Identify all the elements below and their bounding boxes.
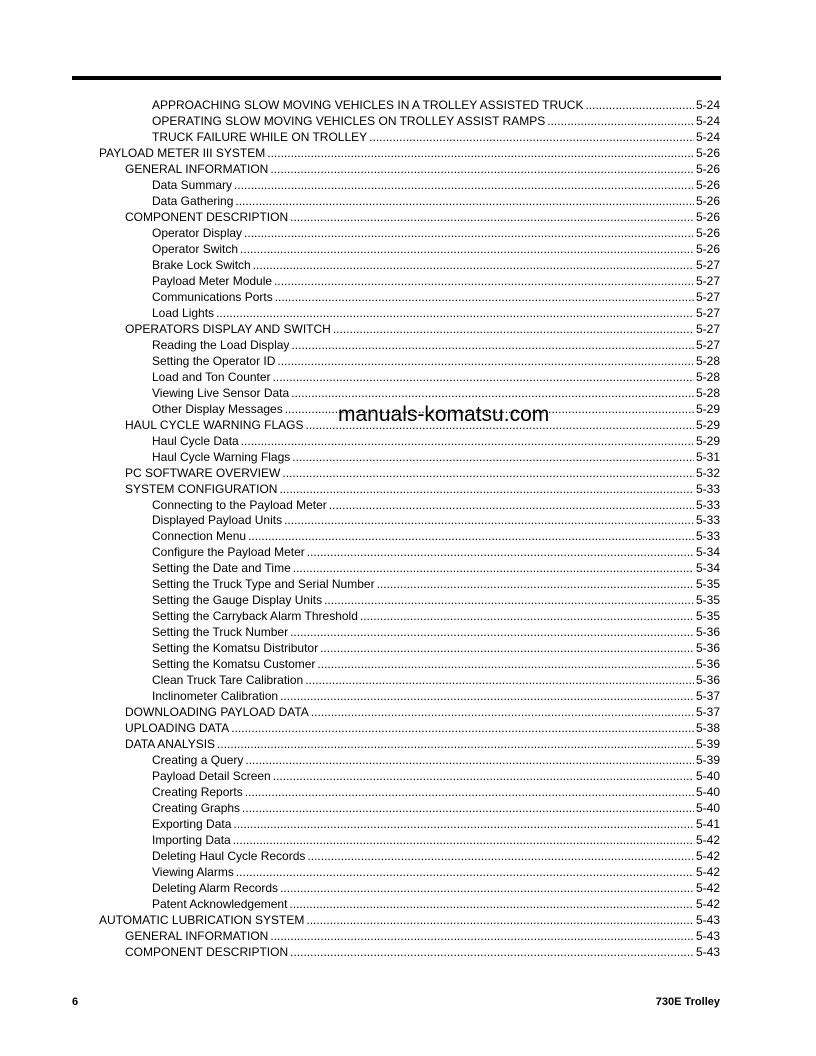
toc-entry[interactable] xyxy=(152,385,720,401)
toc-dot-leader xyxy=(248,528,694,544)
toc-entry-title: Setting the Gauge Display Units xyxy=(152,593,323,608)
toc-entry-page: 5-32 xyxy=(695,465,720,480)
toc-entry-page: 5-37 xyxy=(695,705,720,720)
watermark: manuals-komatsu.com xyxy=(338,403,550,426)
toc-entry[interactable] xyxy=(152,129,720,145)
toc-entry-title: Connection Menu xyxy=(152,529,247,544)
toc-entry[interactable] xyxy=(152,113,720,129)
toc-entry[interactable] xyxy=(152,337,720,353)
toc-dot-leader xyxy=(293,560,694,576)
toc-entry[interactable] xyxy=(152,640,720,656)
toc-dot-leader xyxy=(273,369,694,385)
toc-entry-page: 5-42 xyxy=(695,897,720,911)
toc-entry[interactable] xyxy=(152,816,720,832)
toc-entry-title: Setting the Truck Type and Serial Number xyxy=(152,577,375,592)
toc-entry-page: 5-26 xyxy=(695,177,720,192)
toc-entry[interactable] xyxy=(152,433,720,449)
toc-dot-leader xyxy=(320,640,694,656)
toc-dot-leader xyxy=(290,624,694,640)
toc-entry[interactable] xyxy=(152,97,720,113)
toc-entry-title: Other Display Messages xyxy=(152,401,283,416)
toc-entry[interactable] xyxy=(152,257,720,273)
toc-dot-leader xyxy=(244,225,694,241)
toc-entry-page: 5-41 xyxy=(695,817,720,832)
toc-entry-title: Inclinometer Calibration xyxy=(152,689,279,704)
toc-entry-title: Haul Cycle Warning Flags xyxy=(152,449,291,464)
toc-entry-page: 5-26 xyxy=(695,225,720,240)
toc-dot-leader xyxy=(289,896,694,912)
toc-entry-page: 5-38 xyxy=(695,721,720,736)
toc-entry-page: 5-33 xyxy=(695,513,720,528)
toc-entry-title: Importing Data xyxy=(152,833,231,848)
toc-dot-leader xyxy=(290,209,694,225)
toc-entry-page: 5-29 xyxy=(695,433,720,448)
toc-dot-leader xyxy=(279,481,694,497)
toc-dot-leader xyxy=(585,97,694,113)
toc-entry[interactable] xyxy=(152,864,720,880)
toc-entry-title: UPLOADING DATA xyxy=(125,721,230,736)
toc-dot-leader xyxy=(216,305,694,321)
toc-entry-page: 5-26 xyxy=(695,241,720,256)
toc-entry-page: 5-43 xyxy=(695,944,720,959)
toc-dot-leader xyxy=(305,672,694,688)
toc-entry-page: 5-27 xyxy=(695,337,720,352)
toc-entry-page: 5-43 xyxy=(695,912,720,927)
toc-entry-page: 5-27 xyxy=(695,257,720,272)
toc-entry[interactable] xyxy=(152,289,720,305)
toc-entry-title: Brake Lock Switch xyxy=(152,257,251,272)
toc-entry[interactable] xyxy=(125,720,720,736)
toc-entry-page: 5-36 xyxy=(695,657,720,672)
toc-entry-page: 5-40 xyxy=(695,801,720,816)
toc-entry-page: 5-27 xyxy=(695,305,720,320)
toc-dot-leader xyxy=(233,816,694,832)
toc-entry-title: DOWNLOADING PAYLOAD DATA xyxy=(125,705,309,720)
toc-entry-page: 5-37 xyxy=(695,689,720,704)
toc-entry-page: 5-42 xyxy=(695,833,720,848)
toc-entry-page: 5-40 xyxy=(695,785,720,800)
toc-entry[interactable] xyxy=(99,145,720,161)
toc-entry-title: Creating Reports xyxy=(152,785,243,800)
toc-dot-leader xyxy=(317,656,694,672)
toc-entry-page: 5-24 xyxy=(695,113,720,128)
toc-entry-title: Patent Acknowledgement xyxy=(152,897,288,911)
toc-entry-title: Operator Switch xyxy=(152,241,239,256)
toc-dot-leader xyxy=(324,592,694,608)
toc-dot-leader xyxy=(291,385,694,401)
toc-dot-leader xyxy=(234,177,694,193)
toc-entry[interactable] xyxy=(152,177,720,193)
toc-entry-page: 5-26 xyxy=(695,145,720,160)
toc-entry-title: Data Gathering xyxy=(152,193,234,208)
toc-entry-title: Load and Ton Counter xyxy=(152,369,271,384)
toc-entry[interactable] xyxy=(152,353,720,369)
toc-entry-page: 5-42 xyxy=(695,865,720,880)
toc-entry-page: 5-36 xyxy=(695,625,720,640)
toc-entry-page: 5-42 xyxy=(695,881,720,896)
toc-entry-title: Reading the Load Display xyxy=(152,337,290,352)
toc-entry-page: 5-28 xyxy=(695,353,720,368)
toc-entry[interactable] xyxy=(152,273,720,289)
toc-dot-leader xyxy=(360,608,694,624)
toc-entry-title: Clean Truck Tare Calibration xyxy=(152,673,304,688)
toc-entry-title: Haul Cycle Data xyxy=(152,433,239,448)
toc-entry[interactable] xyxy=(152,624,720,640)
toc-entry-title: COMPONENT DESCRIPTION xyxy=(125,944,289,959)
toc-entry-page: 5-27 xyxy=(695,321,720,336)
footer-model: 730E Trolley xyxy=(655,996,720,1008)
toc-entry[interactable] xyxy=(152,560,720,576)
toc-entry[interactable] xyxy=(152,880,720,896)
toc-entry-title: OPERATING SLOW MOVING VEHICLES ON TROLLEY ASSIST RAMPS xyxy=(152,113,546,128)
toc-entry-title: Setting the Truck Number xyxy=(152,625,289,640)
toc-entry-title: Creating a Query xyxy=(152,753,244,768)
toc-entry[interactable] xyxy=(125,481,720,497)
toc-dot-leader xyxy=(235,193,694,209)
toc-dot-leader xyxy=(291,337,694,353)
toc-entry[interactable] xyxy=(125,704,720,720)
toc-entry[interactable] xyxy=(152,656,720,672)
toc-entry[interactable] xyxy=(125,321,720,337)
toc-entry-page: 5-27 xyxy=(695,273,720,288)
toc-entry-page: 5-26 xyxy=(695,193,720,208)
toc-entry-title: COMPONENT DESCRIPTION xyxy=(125,209,289,224)
toc-dot-leader xyxy=(245,752,694,768)
toc-entry-page: 5-28 xyxy=(695,385,720,400)
toc-entry-page: 5-35 xyxy=(695,577,720,592)
toc-entry[interactable] xyxy=(152,832,720,848)
toc-dot-leader xyxy=(241,433,694,449)
header-rule xyxy=(72,76,721,80)
toc-entry[interactable] xyxy=(152,768,720,784)
toc-dot-leader xyxy=(377,576,694,592)
toc-dot-leader xyxy=(253,257,694,273)
toc-entry[interactable] xyxy=(152,672,720,688)
toc-entry[interactable] xyxy=(152,544,720,560)
toc-entry[interactable] xyxy=(125,209,720,225)
toc-entry[interactable] xyxy=(152,784,720,800)
toc-entry-title: Creating Graphs xyxy=(152,801,241,816)
toc-entry-title: DATA ANALYSIS xyxy=(125,737,216,752)
toc-dot-leader xyxy=(240,241,694,257)
toc-entry-page: 5-33 xyxy=(695,529,720,544)
toc-entry-page: 5-35 xyxy=(695,593,720,608)
toc-entry[interactable] xyxy=(152,305,720,321)
toc-entry-page: 5-26 xyxy=(695,209,720,224)
toc-entry-title: SYSTEM CONFIGURATION xyxy=(125,481,278,496)
toc-entry-title: Connecting to the Payload Meter xyxy=(152,497,327,512)
toc-entry-title: Load Lights xyxy=(152,305,215,320)
toc-dot-leader xyxy=(267,145,694,161)
toc-dot-leader xyxy=(292,449,694,465)
toc-dot-leader xyxy=(290,944,694,960)
toc-dot-leader xyxy=(280,688,694,704)
toc-entry[interactable] xyxy=(152,576,720,592)
toc-entry[interactable] xyxy=(99,912,720,928)
toc-entry-page: 5-24 xyxy=(695,129,720,144)
toc-entry-title: Setting the Komatsu Distributor xyxy=(152,641,319,656)
toc-dot-leader xyxy=(277,353,694,369)
toc-entry-title: PC SOFTWARE OVERVIEW xyxy=(125,465,281,480)
toc-entry-page: 5-29 xyxy=(695,417,720,432)
toc-entry-page: 5-35 xyxy=(695,609,720,624)
toc-dot-leader xyxy=(547,113,694,129)
toc-entry-title: Setting the Date and Time xyxy=(152,561,291,576)
toc-entry-page: 5-31 xyxy=(695,449,720,464)
toc-entry[interactable] xyxy=(152,497,720,513)
toc-dot-leader xyxy=(233,832,694,848)
toc-dot-leader xyxy=(284,512,694,528)
toc-entry-title: TRUCK FAILURE WHILE ON TROLLEY xyxy=(152,129,368,144)
toc-dot-leader xyxy=(311,704,694,720)
toc-entry-title: Operator Display xyxy=(152,225,243,240)
toc-entry-title: Setting the Carryback Alarm Threshold xyxy=(152,609,358,624)
toc-entry[interactable] xyxy=(125,161,720,177)
toc-entry-page: 5-43 xyxy=(695,928,720,943)
toc-entry[interactable] xyxy=(152,848,720,864)
toc-entry-title: APPROACHING SLOW MOVING VEHICLES IN A TROLLEY ASSISTED TRUCK xyxy=(152,98,584,112)
toc-entry-page: 5-33 xyxy=(695,481,720,496)
toc-entry-title: HAUL CYCLE WARNING FLAGS xyxy=(125,417,304,432)
toc-entry-page: 5-34 xyxy=(695,545,720,560)
toc-dot-leader xyxy=(307,544,694,560)
toc-entry[interactable] xyxy=(152,592,720,608)
toc-entry-title: Payload Detail Screen xyxy=(152,769,271,784)
toc-entry[interactable] xyxy=(152,608,720,624)
toc-entry-page: 5-34 xyxy=(695,561,720,576)
toc-dot-leader xyxy=(217,736,694,752)
toc-entry-page: 5-40 xyxy=(695,769,720,784)
toc-dot-leader xyxy=(231,720,694,736)
toc-entry-page: 5-27 xyxy=(695,289,720,304)
toc-entry-title: PAYLOAD METER III SYSTEM xyxy=(99,145,266,160)
toc-dot-leader xyxy=(306,912,694,928)
toc-dot-leader xyxy=(307,848,694,864)
toc-entry-title: Configure the Payload Meter xyxy=(152,545,305,560)
toc-entry[interactable] xyxy=(152,752,720,768)
toc-entry[interactable] xyxy=(125,928,720,944)
toc-dot-leader xyxy=(270,161,694,177)
toc-dot-leader xyxy=(274,273,694,289)
toc-dot-leader xyxy=(282,465,694,481)
toc-dot-leader xyxy=(242,800,694,816)
toc-entry-title: Setting the Komatsu Customer xyxy=(152,657,316,672)
toc-entry-title: GENERAL INFORMATION xyxy=(125,928,269,943)
toc-entry-page: 5-24 xyxy=(695,98,720,112)
toc-entry-title: Viewing Alarms xyxy=(152,865,234,880)
toc-entry-title: Exporting Data xyxy=(152,817,232,832)
toc-entry[interactable] xyxy=(152,369,720,385)
toc-entry-page: 5-29 xyxy=(695,401,720,416)
toc-entry[interactable] xyxy=(152,512,720,528)
toc-entry-page: 5-42 xyxy=(695,849,720,864)
toc-entry-title: Setting the Operator ID xyxy=(152,353,276,368)
toc-entry[interactable] xyxy=(152,449,720,465)
toc-entry-page: 5-36 xyxy=(695,673,720,688)
toc-entry[interactable] xyxy=(152,896,720,912)
toc-entry-page: 5-39 xyxy=(695,753,720,768)
toc-dot-leader xyxy=(273,768,694,784)
toc-entry-title: GENERAL INFORMATION xyxy=(125,161,269,176)
toc-dot-leader xyxy=(236,864,694,880)
toc-entry-title: OPERATORS DISPLAY AND SWITCH xyxy=(125,321,331,336)
toc-entry-page: 5-39 xyxy=(695,737,720,752)
toc-entry[interactable] xyxy=(152,528,720,544)
toc-entry-title: Payload Meter Module xyxy=(152,273,273,288)
toc-entry[interactable] xyxy=(152,800,720,816)
toc-dot-leader xyxy=(280,880,694,896)
toc-entry-page: 5-26 xyxy=(695,161,720,176)
toc-entry-title: Communications Ports xyxy=(152,289,273,304)
toc-entry[interactable] xyxy=(152,193,720,209)
toc-dot-leader xyxy=(275,289,694,305)
toc-entry-title: Deleting Haul Cycle Records xyxy=(152,849,306,864)
toc-dot-leader xyxy=(369,129,694,145)
toc-entry-page: 5-28 xyxy=(695,369,720,384)
toc-dot-leader xyxy=(333,321,694,337)
toc-entry-page: 5-33 xyxy=(695,497,720,512)
footer-page-number: 6 xyxy=(72,996,79,1008)
toc-entry[interactable] xyxy=(125,465,720,481)
toc-entry-title: Data Summary xyxy=(152,177,233,192)
toc-entry[interactable] xyxy=(152,225,720,241)
toc-entry-title: AUTOMATIC LUBRICATION SYSTEM xyxy=(99,912,305,927)
toc-entry[interactable] xyxy=(152,688,720,704)
toc-entry-title: Displayed Payload Units xyxy=(152,513,283,528)
toc-dot-leader xyxy=(270,928,694,944)
toc-dot-leader xyxy=(245,784,694,800)
toc-entry[interactable] xyxy=(125,736,720,752)
toc-dot-leader xyxy=(329,497,694,513)
toc-entry-page: 5-36 xyxy=(695,641,720,656)
toc-entry-title: Deleting Alarm Records xyxy=(152,881,279,896)
toc-entry[interactable] xyxy=(152,241,720,257)
toc-entry-title: Viewing Live Sensor Data xyxy=(152,385,290,400)
toc-entry[interactable] xyxy=(125,944,720,960)
